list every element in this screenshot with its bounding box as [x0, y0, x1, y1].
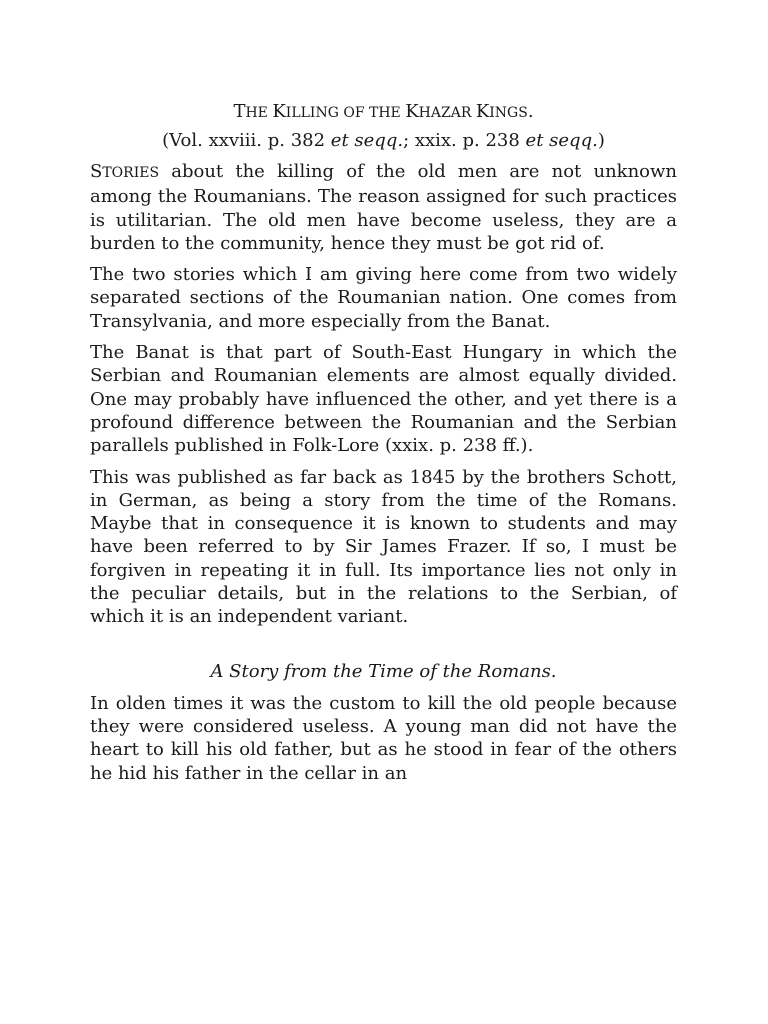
- title-part: INGS: [489, 105, 528, 121]
- reference-part: ): [597, 130, 605, 151]
- small-caps-word: TORIES: [102, 165, 160, 181]
- title-part: K: [405, 101, 419, 122]
- title-part: HAZAR: [418, 105, 476, 121]
- small-caps-initial: S: [90, 161, 103, 182]
- paragraph: In olden times it was the custom to kill the old people because they were considered useless. A young man did not have the heart to kill his old father, but as he stood in fear of the others he hid his father in the cellar in an: [90, 692, 677, 784]
- paragraph: This was published as far back as 1845 by the brothers Schott, in German, as being a story from the time of the Romans. Maybe that in consequence it is known to students and may have been referred to by Sir James Frazer. If so, I must be forgiven in repeating it in full. Its importance lies not only in the peculiar details, but in the relations to the Serbian, of which it is an independent variant.: [90, 466, 677, 628]
- reference-part-italic: et seqq.: [525, 130, 598, 151]
- reference-part: (Vol. xxviii. p. 382: [162, 130, 331, 151]
- article-body: [90, 160, 677, 793]
- reference-part-italic: et seqq.: [330, 130, 404, 151]
- story-heading: A Story from the Time of the Romans.: [210, 660, 557, 682]
- chapter-reference: [90, 129, 677, 153]
- title-part: ILLING OF THE: [285, 105, 406, 121]
- title-part: HE: [245, 105, 273, 121]
- title-part: K: [272, 101, 286, 122]
- title-part: T: [233, 101, 246, 122]
- chapter-title: [90, 100, 677, 125]
- paragraph: The Banat is that part of South-East Hungary in which the Serbian and Roumanian elements are almost equally divided. One may probably have influenced the other, and yet there is a profound difference between the Roumanian and the Serbian parallels published in Folk-Lore (xxix. p. 238 ff.).: [90, 342, 677, 457]
- paragraph: The two stories which I am giving here come from two widely separated sections of the Roumanian nation. One comes from Transylvania, and more especially from the Banat.: [90, 264, 677, 332]
- title-part: K: [475, 101, 490, 122]
- paragraph-text: about the killing of the old men are not unknown among the Roumanians. The reason assigned for such practices is utilitarian. The old men have become useless, they are a burden to the community, hence they must be got rid of.: [90, 161, 677, 254]
- paragraph: [90, 160, 677, 255]
- reference-part: ; xxix. p. 238: [403, 130, 526, 151]
- title-part: .: [527, 101, 534, 122]
